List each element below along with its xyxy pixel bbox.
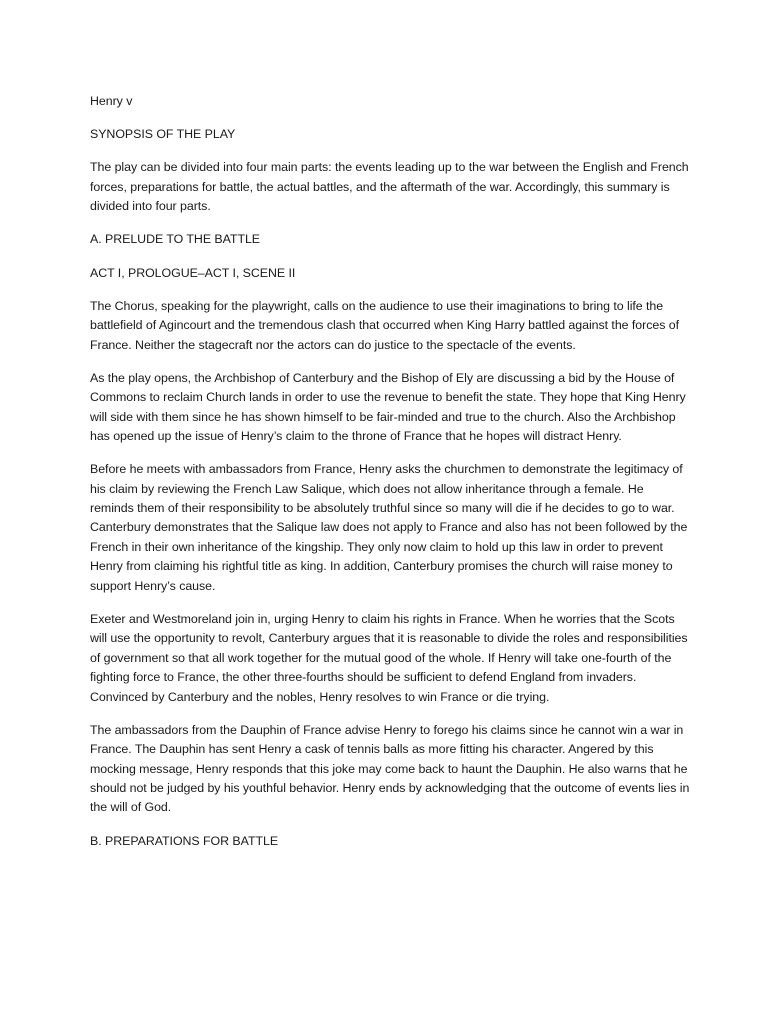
- chorus-paragraph: The Chorus, speaking for the playwright, calls on the audience to use their imaginations to bring to life the battlefield of Agincourt and the tremendous clash that occurred when King Harry battled against the forces of France. Neither the stagecraft nor the actors can do justice to the spectacle of the events.: [90, 298, 679, 352]
- intro-paragraph: The play can be divided into four main parts: the events leading up to the war between the English and French forces, preparations for battle, the actual battles, and the aftermath of the war. Accordingly, this summary is divided into four parts.: [90, 160, 689, 214]
- act-heading: ACT I, PROLOGUE–ACT I, SCENE II: [90, 265, 296, 280]
- section-a-heading: A. PRELUDE TO THE BATTLE: [90, 232, 261, 247]
- synopsis-heading: SYNOPSIS OF THE PLAY: [90, 127, 236, 142]
- document-title: Henry v: [90, 94, 133, 108]
- dauphin-paragraph: The ambassadors from the Dauphin of France advise Henry to forego his claims since he cannot win a war in France. The Dauphin has sent Henry a cask of tennis balls as more fitting his character. Angered by this mocking message, Henry responds that this joke may come back to haunt the Dauphin. He also warns that he should not be judged by his youthful behavior. Henry ends by acknowledging that the outcome of events lies in the will of God.: [90, 722, 690, 815]
- section-b-heading: B. PREPARATIONS FOR BATTLE: [90, 833, 279, 848]
- ambassadors-meet-paragraph: Before he meets with ambassadors from France, Henry asks the churchmen to demonstrate the legitimacy of his claim by reviewing the French Law Salique, which does not allow inheritance through a female. He reminds them of their responsibility to be absolutely truthful since so many will die if he decides to go to war. Canterbury demonstrates that the Salique law does not apply to France and also has not been followed by the French in their own inheritance of the kingship. They only now claim to hold up this law in order to prevent Henry from claiming his rightful title as king. In addition, Canterbury promises the church will raise money to support Henry’s cause.: [90, 462, 688, 593]
- exeter-paragraph: Exeter and Westmoreland join in, urging Henry to claim his rights in France. When he worries that the Scots will use the opportunity to revolt, Canterbury argues that it is reasonable to divide the roles and responsibilities of government so that all work together for the mutual good of the whole. If Henry will take one-fourth of the fighting force to France, the other three-fourths should be sufficient to defend England from invaders. Convinced by Canterbury and the nobles, Henry resolves to win France or die trying.: [90, 611, 688, 704]
- archbishop-paragraph: As the play opens, the Archbishop of Canterbury and the Bishop of Ely are discussing a bid by the House of Commons to reclaim Church lands in order to use the revenue to benefit the state. They hope that King Henry will side with them since he has shown himself to be fair-minded and true to the church. Also the Archbishop has opened up the issue of Henry’s claim to the throne of France that he hopes will distract Henry.: [90, 370, 686, 444]
- document-body: [90, 92, 690, 865]
